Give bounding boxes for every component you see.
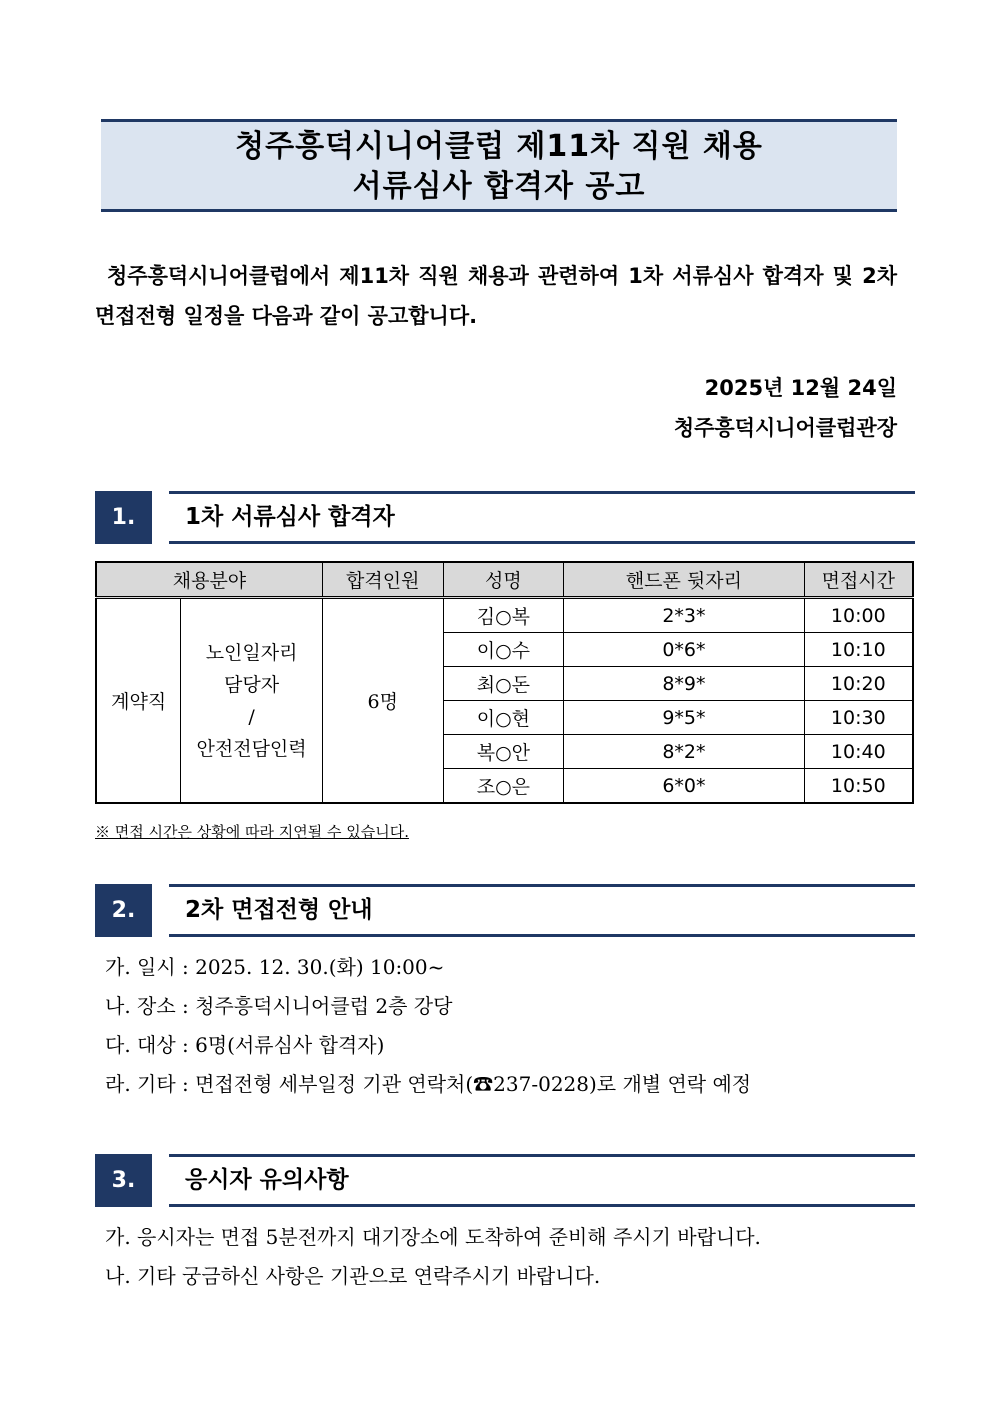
time-cell: 10:30 (804, 701, 913, 735)
time-cell: 10:50 (804, 769, 913, 804)
time-cell: 10:20 (804, 667, 913, 701)
name-cell: 김○복 (443, 598, 564, 633)
time-cell: 10:10 (804, 633, 913, 667)
intro-paragraph: 청주흥덕시니어클럽에서 제11차 직원 채용과 관련하여 1차 서류심사 합격자 및 2차 면접전형 일정을 다음과 같이 공고합니다. (95, 264, 897, 328)
notice-list (105, 1218, 761, 1296)
organization-signature: 청주흥덕시니어클럽관장 (673, 416, 897, 440)
table-row (96, 598, 913, 633)
field-line: 안전전담인력 (196, 737, 307, 760)
list-item: 나. 장소 : 청주흥덕시니어클럽 2층 강당 (105, 994, 453, 1018)
section-3-title: 응시자 유의사항 (169, 1154, 915, 1207)
phone-cell: 9*5* (564, 701, 804, 735)
time-cell: 10:40 (804, 735, 913, 769)
announcement-date: 2025년 12월 24일 (704, 376, 897, 400)
results-table (95, 561, 914, 804)
phone-cell: 8*2* (564, 735, 804, 769)
phone-cell: 8*9* (564, 667, 804, 701)
title-box (101, 119, 897, 212)
delay-note: ※ 면접 시간은 상황에 따라 지연될 수 있습니다. (95, 823, 409, 841)
name-cell: 이○현 (443, 701, 564, 735)
name-cell: 복○안 (443, 735, 564, 769)
section-2-number: 2. (95, 884, 152, 937)
title-line-2: 서류심사 합격자 공고 (352, 169, 646, 204)
section-1-title: 1차 서류심사 합격자 (169, 491, 915, 544)
header-time: 면접시간 (804, 562, 913, 598)
name-cell: 최○돈 (443, 667, 564, 701)
title-line-1: 청주흥덕시니어클럽 제11차 직원 채용 (235, 129, 763, 164)
section-3-number: 3. (95, 1154, 152, 1207)
section-1-number: 1. (95, 491, 152, 544)
name-cell: 조○은 (443, 769, 564, 804)
table-header-row (96, 562, 913, 598)
phone-cell: 6*0* (564, 769, 804, 804)
header-count: 합격인원 (322, 562, 443, 598)
list-item: 라. 기타 : 면접전형 세부일정 기관 연락처(☎237-0228)로 개별 연락 예정 (105, 1072, 752, 1096)
field-line: 노인일자리 (205, 641, 298, 664)
name-cell: 이○수 (443, 633, 564, 667)
field-cell (181, 598, 323, 804)
category-cell: 계약직 (96, 598, 181, 804)
list-item: 다. 대상 : 6명(서류심사 합격자) (105, 1033, 385, 1057)
header-name: 성명 (443, 562, 564, 598)
count-cell: 6명 (322, 598, 443, 804)
header-phone: 핸드폰 뒷자리 (564, 562, 804, 598)
field-line: / (248, 705, 255, 728)
phone-cell: 2*3* (564, 598, 804, 633)
list-item: 나. 기타 궁금하신 사항은 기관으로 연락주시기 바랍니다. (105, 1264, 601, 1288)
list-item: 가. 응시자는 면접 5분전까지 대기장소에 도착하여 준비해 주시기 바랍니다. (105, 1225, 761, 1249)
time-cell: 10:00 (804, 598, 913, 633)
phone-cell: 0*6* (564, 633, 804, 667)
section-2-title: 2차 면접전형 안내 (169, 884, 915, 937)
interview-list (105, 948, 751, 1104)
field-line: 담당자 (224, 673, 280, 696)
list-item: 가. 일시 : 2025. 12. 30.(화) 10:00~ (105, 955, 445, 979)
header-field: 채용분야 (96, 562, 322, 598)
